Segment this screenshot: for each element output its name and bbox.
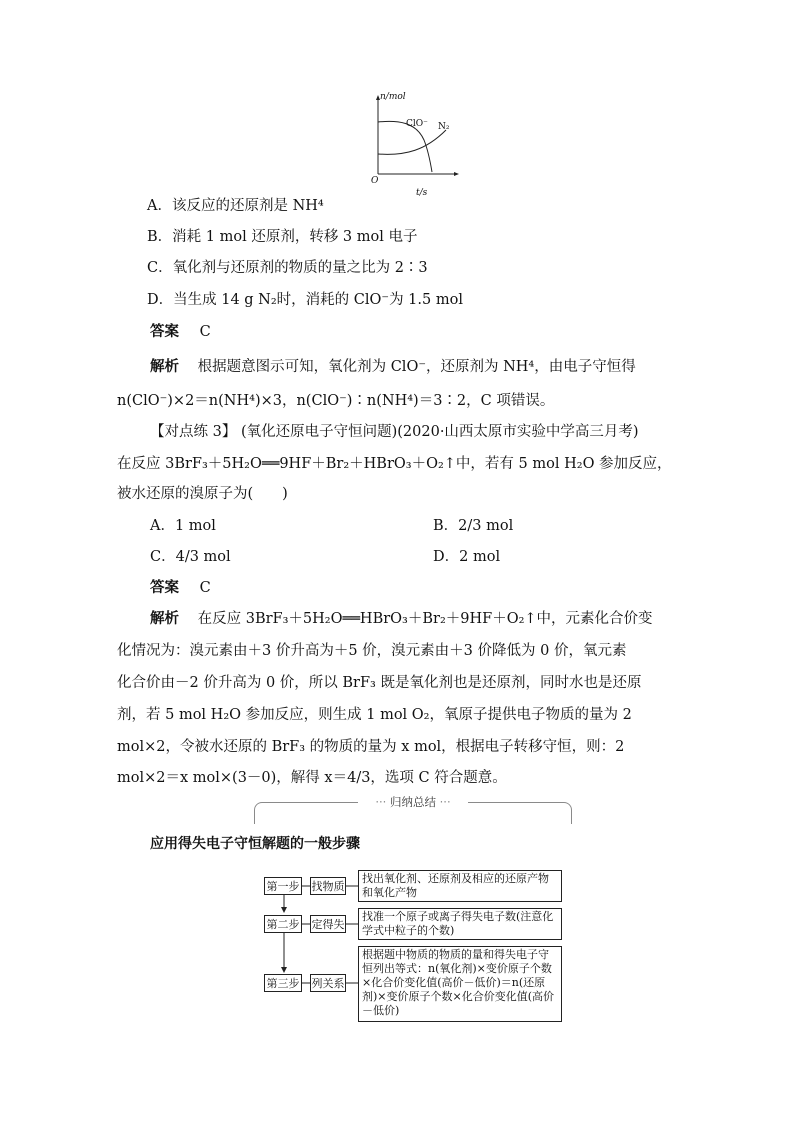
y-axis-label: n/mol [380,92,406,102]
step1-desc: 找出氧化剂、还原剂及相应的还原产物和氧化产物 [358,870,562,902]
step2-desc: 找准一个原子或离子得失电子数(注意化学式中粒子的个数) [358,908,562,940]
analysis-label: 解析 [150,610,179,627]
step1-box: 第一步 [264,877,302,895]
q2-stem-line-2: 被水还原的溴原子为( ) [117,486,288,502]
q2-analysis-line-4: 剂，若 5 mol H₂O 参加反应，则生成 1 mol O₂，氧原子提供电子物质的量为 2 [117,707,632,723]
analysis-text: 根据题意图示可知，氧化剂为 ClO⁻，还原剂为 NH⁴，由电子守恒得 [197,359,636,375]
analysis-label: 解析 [150,358,179,375]
q2-answer [150,578,211,598]
q2-option-d: D．2 mol [433,549,501,565]
q2-analysis-line-3: 化合价由－2 价升高为 0 价，所以 BrF₃ 既是氧化剂也是还原剂，同时水也是还原 [117,675,642,691]
step2-action: 定得失 [310,915,346,933]
answer-value: C [199,580,211,596]
banner-label: ··· 归纳总结 ··· [358,794,468,810]
q1-analysis-line-1 [150,357,636,377]
x-axis-arrow [454,172,459,176]
graph-svg [366,92,466,188]
answer-label: 答案 [150,323,179,340]
steps-flowchart [260,866,564,1024]
q1-option-c: C．氧化剂与还原剂的物质的量之比为 2∶3 [147,260,428,276]
q2-stem-line-1: 在反应 3BrF₃＋5H₂O══9HF＋Br₂＋HBrO₃＋O₂↑中，若有 5 mol H₂O 参加反应， [117,456,672,472]
summary-banner [254,797,572,825]
n2-series-label: N₂ [438,122,450,132]
q2-analysis-line-1 [150,609,653,629]
q2-option-c: C．4/3 mol [150,549,231,565]
summary-heading: 应用得失电子守恒解题的一般步骤 [150,836,360,852]
banner-text: 归纳总结 [390,795,436,809]
clo-series-label: ClO⁻ [406,119,428,129]
answer-label: 答案 [150,579,179,596]
step3-box: 第三步 [264,974,302,992]
n2-curve [378,130,446,154]
analysis-text: 在反应 3BrF₃＋5H₂O══HBrO₃＋Br₂＋9HF＋O₂↑中，元素化合价变 [197,611,653,627]
q2-option-a: A．1 mol [150,518,216,534]
x-axis-label: t/s [416,188,428,198]
n-t-graph [366,92,466,198]
q2-title: 【对点练 3】 (氧化还原电子守恒问题)(2020·山西太原市实验中学高三月考) [150,424,639,440]
q2-analysis-line-2: 化情况为：溴元素由＋3 价升高为＋5 价，溴元素由＋3 价降低为 0 价，氧元素 [117,643,627,659]
answer-value: C [199,324,211,340]
q2-analysis-line-6: mol×2＝x mol×(3－0)，解得 x＝4/3，选项 C 符合题意。 [117,770,507,786]
step2-box: 第二步 [264,915,302,933]
q1-analysis-line-2: n(ClO⁻)×2＝n(NH⁴)×3，n(ClO⁻)∶n(NH⁴)＝3∶2，C 项错误。 [117,393,555,409]
origin-label: O [371,176,379,186]
q1-option-a: A．该反应的还原剂是 NH⁴ [147,198,324,214]
step3-desc: 根据题中物质的物质的量和得失电子守恒列出等式：n(氧化剂)×变价原子个数×化合价变化值(高价－低价)＝n(还原剂)×变价原子个数×化合价变化值(高价－低价) [358,946,562,1022]
q2-option-b: B．2/3 mol [433,518,514,534]
q2-analysis-line-5: mol×2，令被水还原的 BrF₃ 的物质的量为 x mol，根据电子转移守恒，则：2 [117,739,625,755]
q1-option-d: D．当生成 14 g N₂时，消耗的 ClO⁻为 1.5 mol [147,292,463,308]
step1-action: 找物质 [310,877,346,895]
step3-action: 列关系 [310,974,346,992]
q1-option-b: B．消耗 1 mol 还原剂，转移 3 mol 电子 [147,229,418,245]
q1-answer [150,322,211,342]
